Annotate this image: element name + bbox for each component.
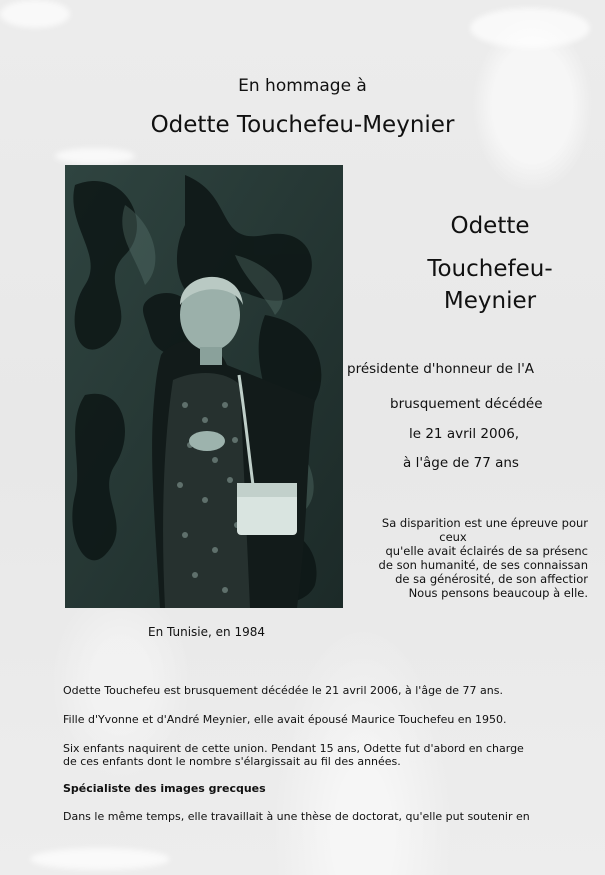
side-date-line: le 21 avril 2006, <box>409 426 520 442</box>
paper-smudge <box>55 148 135 164</box>
tribute-line: Sa disparition est une épreuve pour <box>381 516 588 530</box>
paper-smudge <box>30 848 170 870</box>
side-name-line1: Odette <box>450 213 530 239</box>
paper-smudge <box>0 0 70 28</box>
body-paragraph: de ces enfants dont le nombre s'élargissait au fil des années. <box>63 755 401 768</box>
side-role: présidente d'honneur de l'A <box>347 361 535 377</box>
tribute-text <box>348 516 588 600</box>
tribute-line: ceux <box>439 530 467 544</box>
portrait-photo <box>65 165 343 608</box>
body-paragraph: Odette Touchefeu est brusquement décédée le 21 avril 2006, à l'âge de 77 ans. <box>63 684 503 697</box>
hommage-heading: En hommage à <box>238 76 367 96</box>
side-name-line2: Touchefeu- <box>427 256 553 282</box>
side-death-line: brusquement décédée <box>390 396 543 412</box>
photo-caption: En Tunisie, en 1984 <box>148 625 265 639</box>
page-title: Odette Touchefeu-Meynier <box>150 112 455 138</box>
body-paragraph: Fille d'Yvonne et d'André Meynier, elle avait épousé Maurice Touchefeu en 1950. <box>63 713 507 726</box>
tribute-line: de sa générosité, de son affectior <box>395 572 588 586</box>
tribute-line: de son humanité, de ses connaissan <box>378 558 588 572</box>
tribute-line: Nous pensons beaucoup à elle. <box>408 586 588 600</box>
tribute-line: qu'elle avait éclairés de sa présenc <box>385 544 588 558</box>
paper-smudge <box>470 8 590 48</box>
portrait-photo-drawing <box>65 165 343 608</box>
side-name-line3: Meynier <box>443 288 537 314</box>
body-paragraph: Six enfants naquirent de cette union. Pendant 15 ans, Odette fut d'abord en charge <box>63 742 524 755</box>
section-heading: Spécialiste des images grecques <box>63 782 266 795</box>
body-paragraph: Dans le même temps, elle travaillait à une thèse de doctorat, qu'elle put soutenir en <box>63 810 530 823</box>
side-age-line: à l'âge de 77 ans <box>403 455 519 471</box>
